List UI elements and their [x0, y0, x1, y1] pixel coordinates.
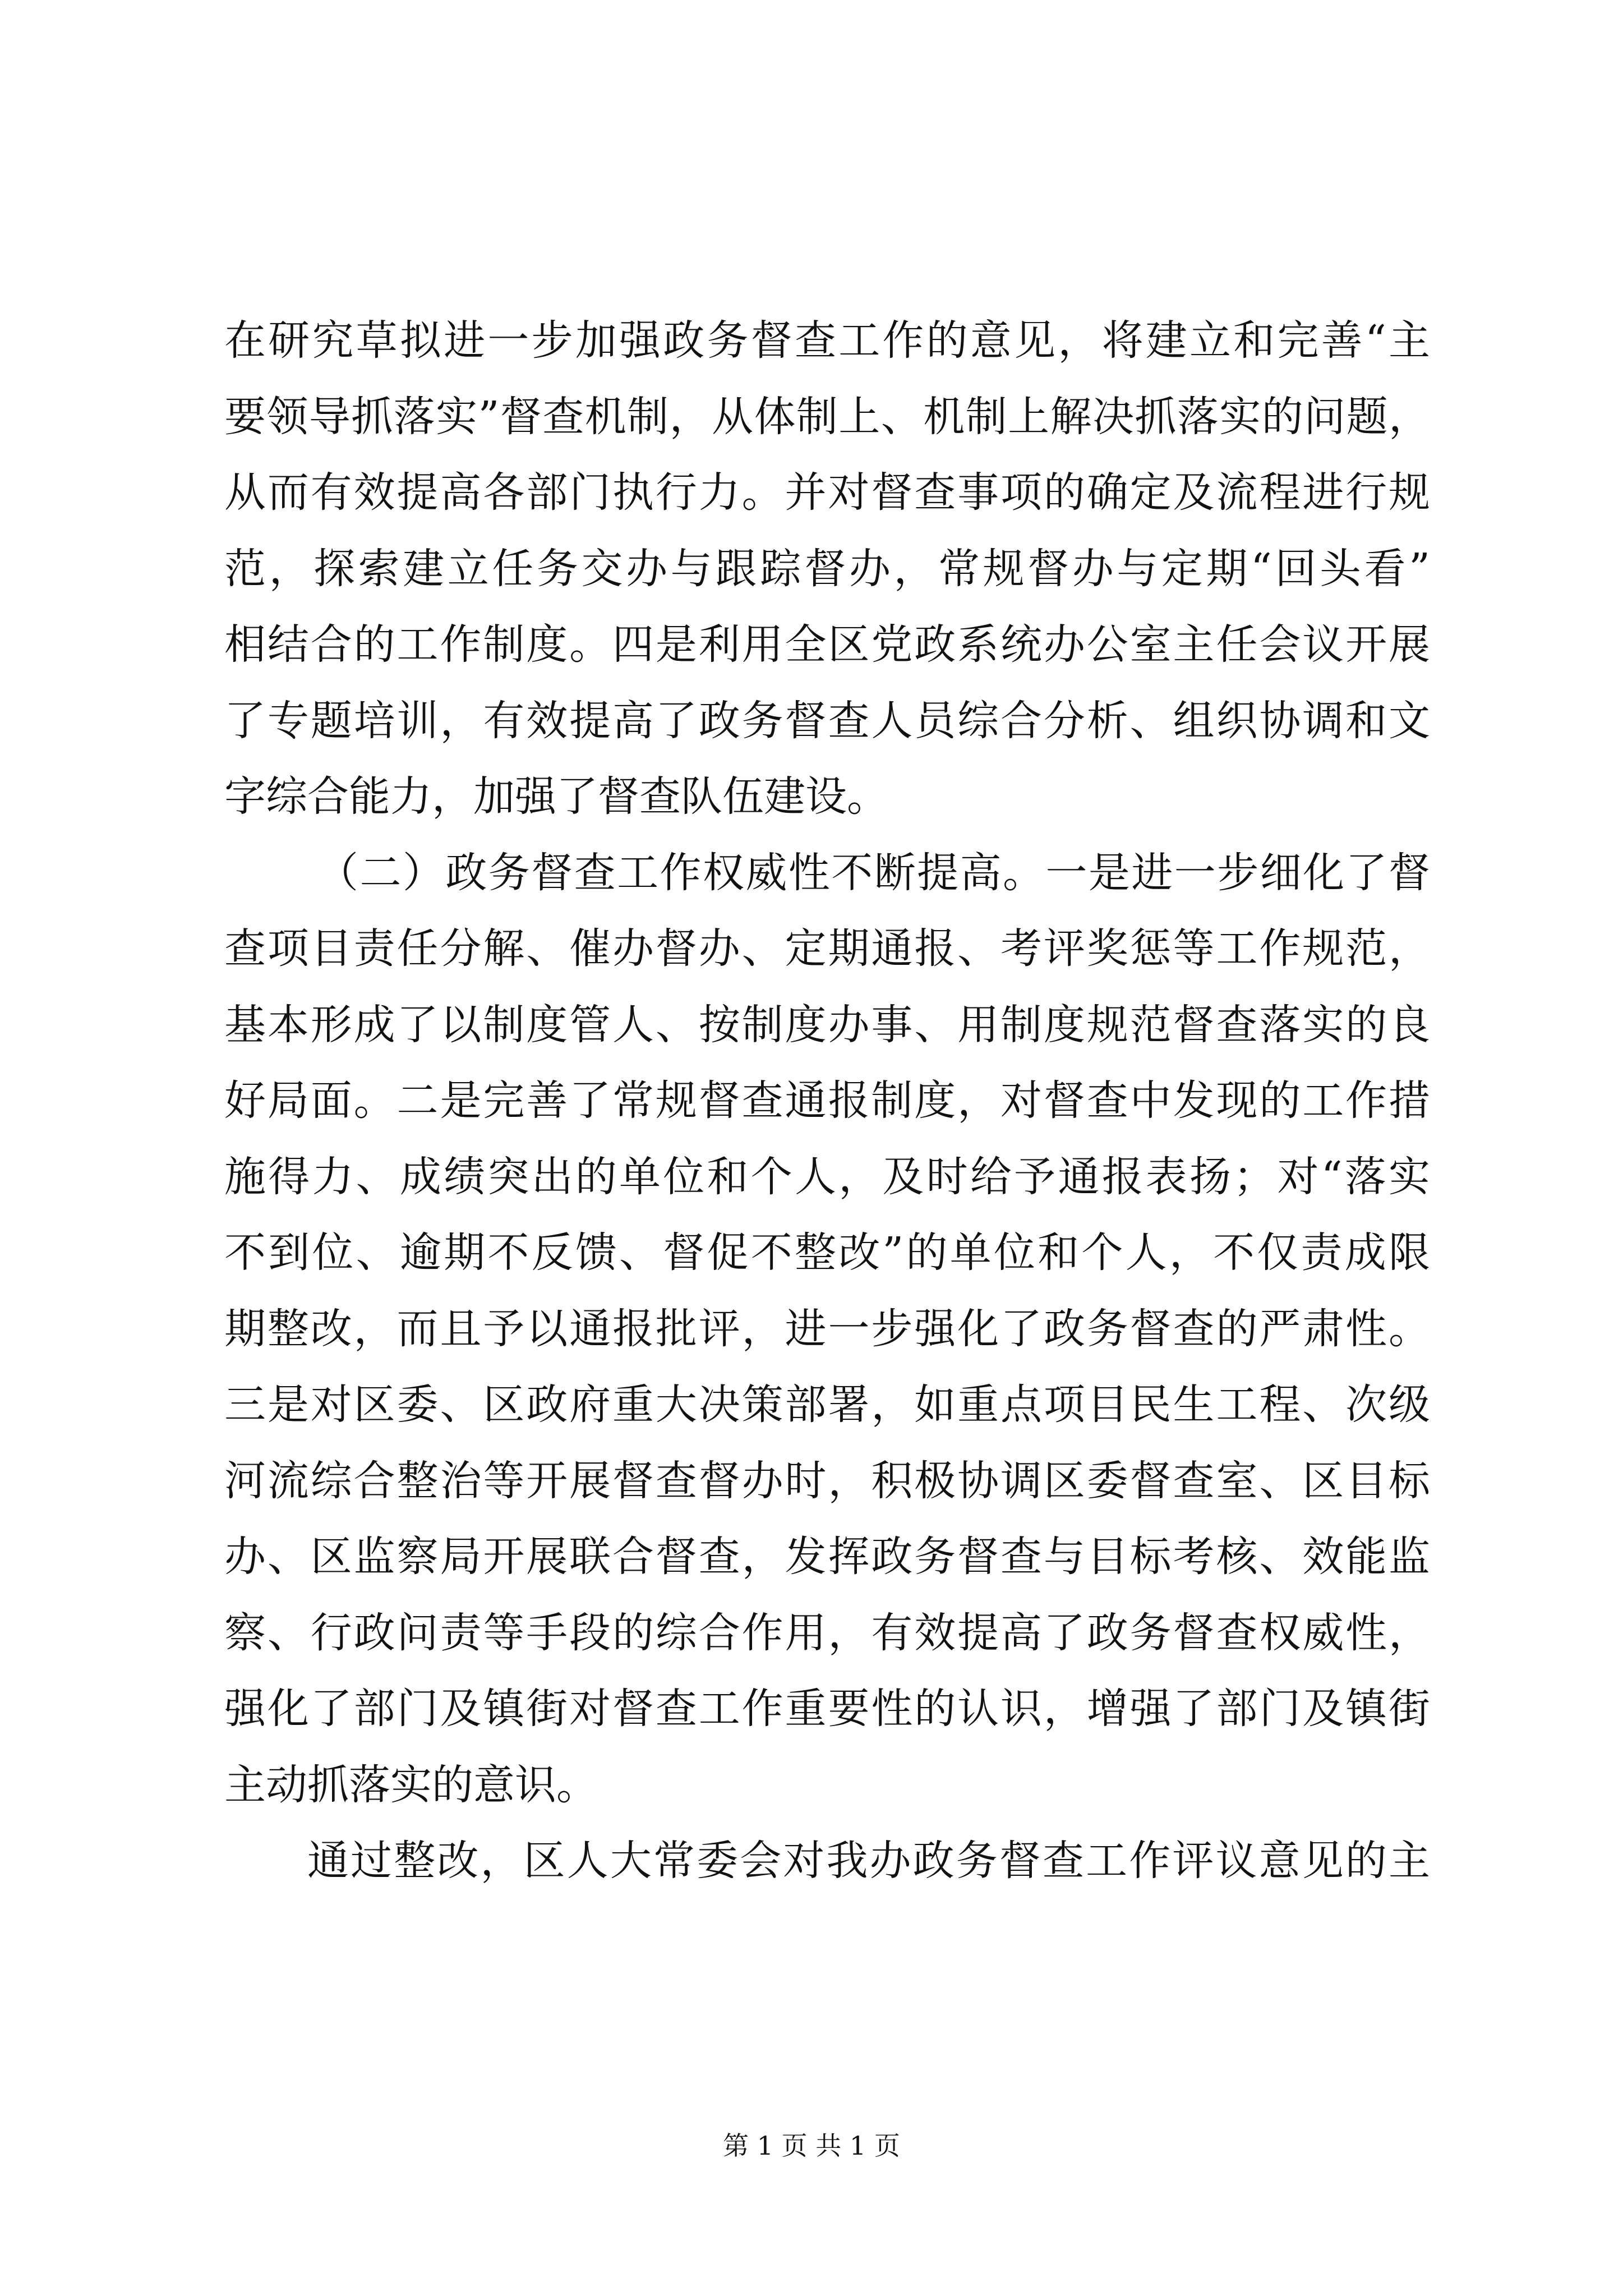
text-line: 察、行政问责等手段的综合作用，有效提高了政务督查权威性，: [224, 1608, 1430, 1657]
text-line: 相结合的工作制度。四是利用全区党政系统办公室主任会议开展: [224, 620, 1430, 669]
text-line: 在研究草拟进一步加强政务督查工作的意见，将建立和完善“主: [224, 316, 1430, 365]
text-line: 要领导抓落实”督查机制，从体制上、机制上解决抓落实的问题，: [224, 392, 1430, 441]
text-line: 了专题培训，有效提高了政务督查人员综合分析、组织协调和文: [224, 696, 1430, 745]
text-line: 查项目责任分解、催办督办、定期通报、考评奖惩等工作规范，: [224, 924, 1430, 973]
page-footer: [0, 2129, 1623, 2162]
text-line: 好局面。二是完善了常规督查通报制度，对督查中发现的工作措: [224, 1076, 1430, 1125]
text-line: 通过整改，区人大常委会对我办政务督查工作评议意见的主: [307, 1837, 1430, 1885]
text-line: 主动抓落实的意识。: [224, 1760, 598, 1809]
paragraph-heading-line: （二）政务督查工作权威性不断提高。一是进一步细化了督: [317, 848, 1430, 897]
text-line: 字综合能力，加强了督查队伍建设。: [224, 772, 888, 821]
text-line: 强化了部门及镇街对督查工作重要性的认识，增强了部门及镇街: [224, 1685, 1430, 1733]
text-line: 基本形成了以制度管人、按制度办事、用制度规范督查落实的良: [224, 1000, 1430, 1049]
text-line: 施得力、成绩突出的单位和个人，及时给予通报表扬；对“落实: [224, 1152, 1430, 1201]
text-line: 范，探索建立任务交办与跟踪督办，常规督办与定期“回头看”: [224, 544, 1430, 593]
text-line: 三是对区委、区政府重大决策部署，如重点项目民生工程、次级: [224, 1381, 1430, 1429]
text-line: 期整改，而且予以通报批评，进一步强化了政务督查的严肃性。: [224, 1304, 1430, 1353]
text-line: 办、区监察局开展联合督查，发挥政务督查与目标考核、效能监: [224, 1533, 1430, 1581]
text-line: 不到位、逾期不反馈、督促不整改”的单位和个人，不仅责成限: [224, 1228, 1430, 1277]
text-line: 从而有效提高各部门执行力。并对督查事项的确定及流程进行规: [224, 468, 1430, 517]
body-text: [224, 303, 1430, 1899]
page-number: 第 1 页 共 1 页: [723, 2131, 900, 2161]
text-line: 河流综合整治等开展督查督办时，积极协调区委督查室、区目标: [224, 1456, 1430, 1505]
